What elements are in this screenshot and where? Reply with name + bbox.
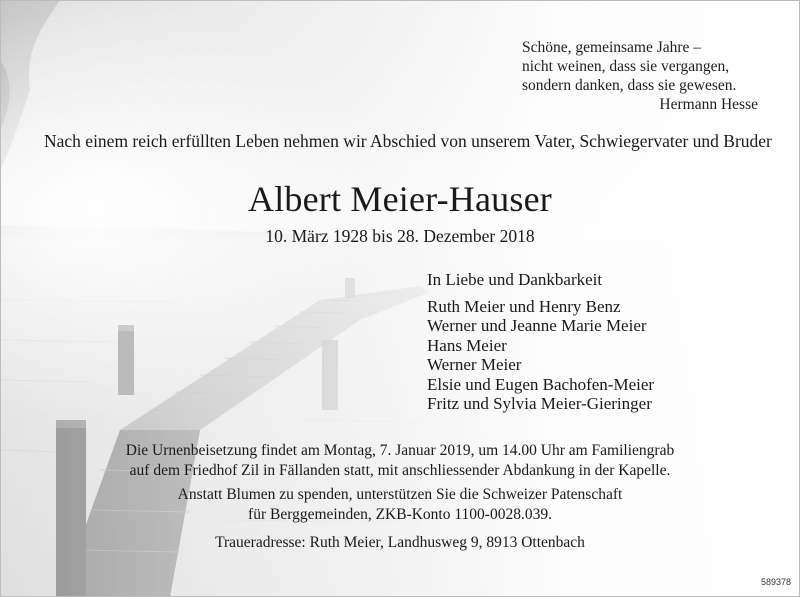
mourner-name: Elsie und Eugen Bachofen-Meier [427, 374, 655, 394]
mourner-name: Ruth Meier und Henry Benz [427, 296, 621, 316]
ceremony-line: Die Urnenbeisetzung findet am Montag, 7. Januar 2019, um 14.00 Uhr am Familiengrab [125, 442, 675, 459]
hesse-quote [522, 38, 762, 114]
ceremony-line: auf dem Friedhof Zil in Fällanden statt, mit anschliessender Abdankung in der Kapelle. [129, 461, 671, 479]
life-dates: 10. März 1928 bis 28. Dezember 2018 [265, 226, 535, 246]
deceased-name: Albert Meier-Hauser [248, 179, 552, 219]
mourner-name: Hans Meier [427, 335, 507, 355]
reference-number: 589378 [760, 577, 791, 587]
mourner-name: Fritz und Sylvia Meier-Gieringer [427, 394, 652, 413]
quote-line: sondern danken, dass sie gewesen. [522, 77, 737, 94]
quote-line: nicht weinen, dass sie vergangen, [522, 58, 730, 75]
mourner-name: Werner und Jeanne Marie Meier [427, 316, 647, 335]
donation-line: Anstatt Blumen zu spenden, unterstützen Sie die Schweizer Patenschaft [177, 486, 623, 503]
mourners-list [427, 270, 757, 414]
burial-ceremony-notice [0, 441, 800, 480]
mourner-name: Werner Meier [427, 355, 522, 374]
mourners-lead: In Liebe und Dankbarkeit [427, 270, 603, 289]
quote-author: Hermann Hesse [659, 96, 758, 113]
mourning-address: Traueradresse: Ruth Meier, Landhusweg 9, 8913 Ottenbach [215, 534, 585, 551]
quote-line: Schöne, gemeinsame Jahre – [522, 39, 702, 56]
donation-line: für Berggemeinden, ZKB-Konto 1100-0028.039. [248, 505, 552, 523]
donation-notice [0, 485, 800, 524]
farewell-intro-text: Nach einem reich erfüllten Leben nehmen wir Abschied von unserem Vater, Schwiegervater und Bruder [44, 131, 772, 151]
